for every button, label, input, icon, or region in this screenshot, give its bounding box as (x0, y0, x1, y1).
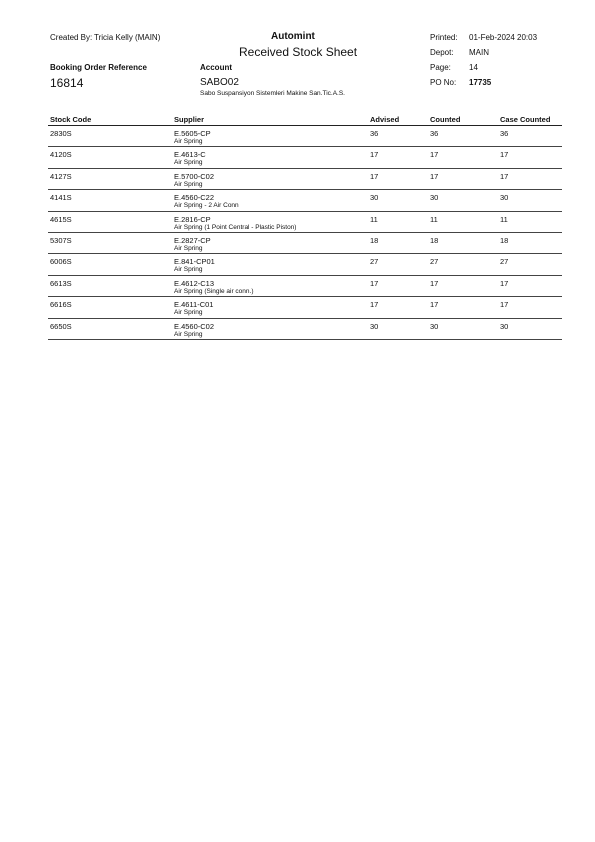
stock-table (48, 114, 562, 340)
supplier-code-cell: E.2816-CP (174, 214, 211, 224)
supplier-code-cell: E.4560-C02 (174, 321, 215, 331)
po-number: 17735 (469, 78, 492, 87)
page-number: 14 (469, 63, 478, 72)
column-header-counted: Counted (430, 115, 461, 124)
stock-code-cell: 5307S (50, 235, 72, 245)
advised-cell: 36 (370, 129, 379, 138)
table-header (48, 114, 562, 126)
table-row (48, 126, 562, 147)
column-header-stock-code: Stock Code (50, 115, 92, 124)
counted-cell: 36 (430, 129, 439, 138)
counted-cell: 30 (430, 193, 439, 203)
case-counted-cell: 30 (500, 193, 509, 203)
booking-order-value: 16814 (50, 76, 84, 90)
advised-cell: 30 (370, 321, 379, 331)
printed-label: Printed: (430, 33, 458, 42)
description-cell: Air Spring - 2 Air Conn (174, 202, 239, 210)
stock-code-cell: 6006S (50, 257, 72, 267)
stock-code-cell: 2830S (50, 129, 72, 138)
advised-cell: 27 (370, 257, 379, 267)
description-cell: Air Spring (174, 266, 203, 274)
account-name: Sabo Suspansiyon Sistemleri Makine San.Tic.A.S. (200, 90, 345, 97)
stock-code-cell: 4615S (50, 214, 72, 224)
description-cell: Air Spring (174, 244, 203, 252)
description-cell: Air Spring (174, 138, 203, 145)
supplier-code-cell: E.841-CP01 (174, 257, 215, 267)
table-row (48, 254, 562, 275)
stock-code-cell: 6616S (50, 300, 72, 310)
supplier-code-cell: E.4613-C (174, 150, 206, 160)
depot-label: Depot: (430, 48, 454, 57)
column-header-supplier: Supplier (174, 115, 205, 124)
counted-cell: 30 (430, 321, 439, 331)
case-counted-cell: 17 (500, 300, 509, 310)
depot-value: MAIN (469, 48, 489, 57)
page-label: Page: (430, 63, 451, 72)
report-title: Received Stock Sheet (239, 45, 358, 59)
created-by-value: Tricia Kelly (MAIN) (94, 33, 161, 42)
case-counted-cell: 36 (500, 129, 509, 138)
supplier-code-cell: E.5605-CP (174, 129, 211, 138)
table-row (48, 169, 562, 190)
stock-code-cell: 4141S (50, 193, 72, 203)
case-counted-cell: 11 (500, 214, 508, 224)
table-row (48, 319, 562, 340)
table-row (48, 147, 562, 168)
advised-cell: 17 (370, 300, 379, 310)
stock-code-cell: 6613S (50, 278, 72, 288)
table-body (48, 126, 562, 340)
column-header-advised: Advised (370, 115, 400, 124)
counted-cell: 18 (430, 235, 439, 245)
table-row (48, 297, 562, 318)
supplier-code-cell: E.4612-C13 (174, 278, 215, 288)
company-name: Automint (271, 31, 315, 42)
advised-cell: 17 (370, 150, 379, 160)
advised-cell: 11 (370, 214, 378, 224)
table-row (48, 190, 562, 211)
description-cell: Air Spring (1 Point Central - Plastic Piston) (174, 223, 297, 231)
counted-cell: 17 (430, 171, 439, 181)
description-cell: Air Spring (174, 309, 203, 317)
description-cell: Air Spring (174, 159, 203, 167)
stock-code-cell: 6650S (50, 321, 72, 331)
description-cell: Air Spring (174, 180, 203, 188)
case-counted-cell: 27 (500, 257, 509, 267)
table-row (48, 276, 562, 297)
table-row (48, 212, 562, 233)
description-cell: Air Spring (174, 330, 203, 338)
supplier-code-cell: E.2827-CP (174, 235, 211, 245)
supplier-code-cell: E.5700-C02 (174, 171, 215, 181)
account-label: Account (200, 63, 232, 72)
counted-cell: 27 (430, 257, 439, 267)
description-cell: Air Spring (Single air conn.) (174, 287, 254, 295)
table-row (48, 233, 562, 254)
po-label: PO No: (430, 78, 457, 87)
counted-cell: 17 (430, 278, 439, 288)
supplier-code-cell: E.4611-C01 (174, 300, 214, 310)
advised-cell: 17 (370, 278, 379, 288)
case-counted-cell: 18 (500, 235, 509, 245)
case-counted-cell: 30 (500, 321, 509, 331)
counted-cell: 11 (430, 214, 438, 224)
case-counted-cell: 17 (500, 278, 509, 288)
case-counted-cell: 17 (500, 171, 509, 181)
advised-cell: 18 (370, 235, 379, 245)
case-counted-cell: 17 (500, 150, 509, 160)
created-by-label: Created By: (50, 33, 93, 42)
counted-cell: 17 (430, 150, 439, 160)
column-header-case-counted: Case Counted (500, 115, 551, 124)
booking-order-label: Booking Order Reference (50, 63, 147, 72)
stock-code-cell: 4127S (50, 171, 72, 181)
advised-cell: 30 (370, 193, 379, 203)
account-code: SABO02 (200, 77, 239, 88)
counted-cell: 17 (430, 300, 439, 310)
stock-code-cell: 4120S (50, 150, 72, 160)
printed-value: 01-Feb-2024 20:03 (469, 33, 538, 42)
supplier-code-cell: E.4560-C22 (174, 193, 215, 203)
advised-cell: 17 (370, 171, 379, 181)
